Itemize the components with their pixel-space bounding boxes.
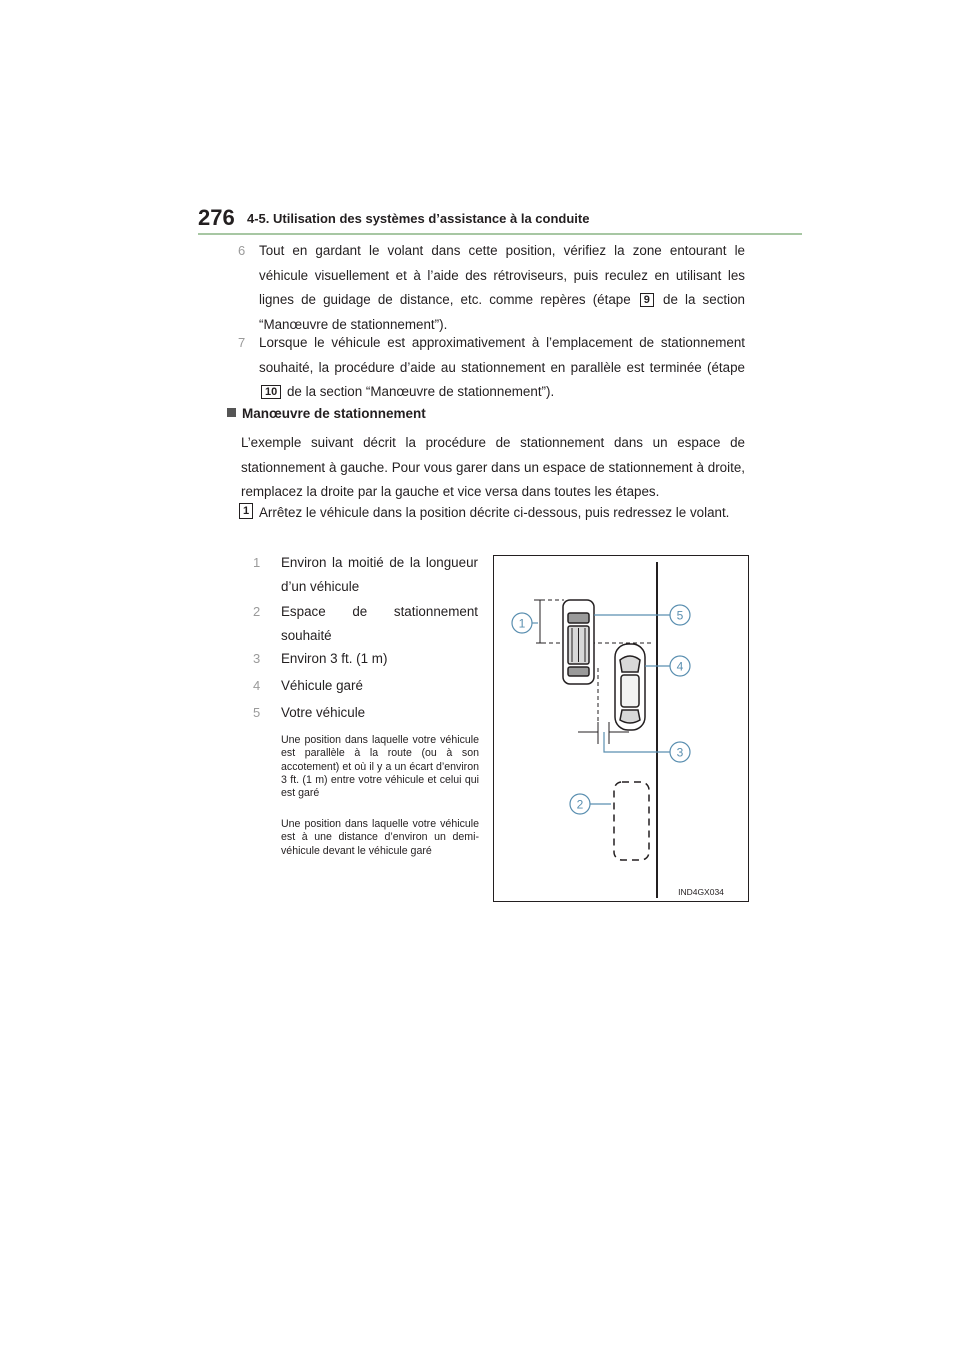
- legend-number: 5: [253, 705, 261, 720]
- legend-item: Véhicule garé: [281, 678, 363, 693]
- your-vehicle: [563, 600, 594, 684]
- square-bullet-icon: [227, 408, 236, 417]
- callout-number: 2: [576, 797, 584, 812]
- legend-item: Environ 3 ft. (1 m): [281, 651, 388, 666]
- step-reference: 9: [640, 293, 654, 307]
- legend-number: 1: [253, 555, 261, 570]
- callout-number: 1: [518, 616, 526, 631]
- page-number: 276: [198, 205, 235, 230]
- legend-item: Environ la moitié de la longueur d’un véhicule: [281, 555, 478, 594]
- legend-item: Espace de stationnement souhaité: [281, 604, 478, 643]
- step-one-text: Arrêtez le véhicule dans la position décrite ci-dessous, puis redressez le volant.: [259, 505, 730, 520]
- step-number: 7: [238, 335, 246, 350]
- parking-diagram-svg: [494, 556, 750, 903]
- callout-number: 4: [676, 659, 684, 674]
- parking-diagram: [493, 555, 749, 902]
- callout-number: 5: [676, 608, 684, 623]
- note-paragraph: Une position dans laquelle votre véhicule est parallèle à la route (ou à son accotement) et où il y a un écart d’environ 3 ft. (1 m) entre votre véhicule et celui qui est garé: [281, 734, 479, 800]
- legend-number: 3: [253, 651, 261, 666]
- step-number: 6: [238, 243, 246, 258]
- section-title: 4-5. Utilisation des systèmes d’assistance à la conduite: [247, 211, 590, 226]
- parked-vehicle: [615, 644, 645, 730]
- step-reference: 10: [261, 385, 281, 399]
- section-intro: L’exemple suivant décrit la procédure de stationnement dans un espace de stationnement à gauche. Pour vous garer dans un espace de stationnement à droite, remplacez la droite par la gauche et vice versa dans toutes les étapes.: [241, 435, 745, 499]
- desired-parking-space: [614, 782, 649, 860]
- section-heading: Manœuvre de stationnement: [227, 404, 426, 424]
- step-one-box: 1: [239, 503, 253, 519]
- note-paragraph: Une position dans laquelle votre véhicule est à une distance d’environ un demi-véhicule devant le véhicule garé: [281, 818, 479, 857]
- leader-line: [604, 732, 670, 752]
- image-code: IND4GX034: [678, 887, 724, 897]
- step-paragraph: Lorsque le véhicule est approximativement à l’emplacement de stationnement souhaité, la procédure d’aide au stationnement en parallèle est terminée (étape 10 de la section “Manœuvre de stationnement”).: [259, 335, 745, 399]
- callout-number: 3: [676, 745, 684, 760]
- legend-number: 4: [253, 678, 261, 693]
- legend-number: 2: [253, 604, 261, 619]
- legend-item: Votre véhicule: [281, 705, 366, 720]
- step-paragraph: Tout en gardant le volant dans cette position, vérifiez la zone entourant le véhicule visuellement et à l’aide des rétroviseurs, puis reculez en utilisant les lignes de guidage de distance, etc. comme repères (étape 9 de la section “Manœuvre de stationnement”).: [259, 243, 745, 332]
- page-header: [198, 205, 802, 237]
- header-rule: [198, 233, 802, 235]
